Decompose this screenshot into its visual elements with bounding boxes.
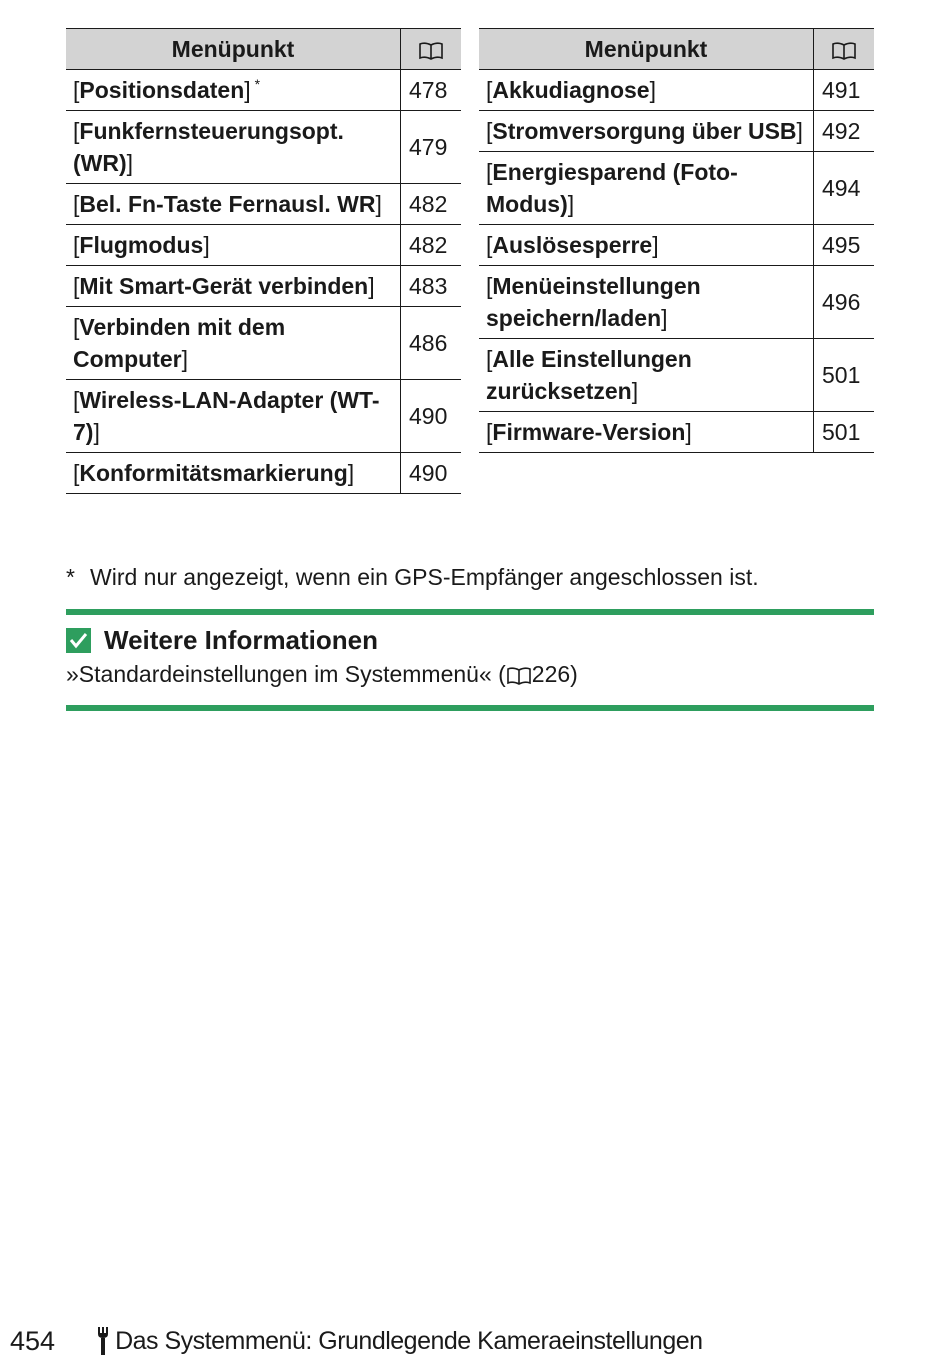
- bracket-open: [: [73, 273, 80, 299]
- menu-item-name[interactable]: Konformitätsmarkierung: [79, 460, 348, 486]
- book-icon: [506, 666, 532, 686]
- bracket-open: [: [486, 232, 493, 258]
- menu-item-cell: [479, 111, 814, 152]
- menu-item-cell: [479, 266, 814, 339]
- info-text-before: »Standardeinstellungen im Systemmenü« (: [66, 661, 506, 687]
- page-footer: [10, 1323, 703, 1359]
- menu-table-left: [66, 28, 461, 494]
- bracket-close: ]: [567, 191, 575, 217]
- footer-title: Das Systemmenü: Grundlegende Kameraeinstellungen: [115, 1326, 703, 1355]
- wrench-icon: [95, 1326, 111, 1356]
- table-header-row: [479, 29, 874, 70]
- table-row: [66, 70, 461, 111]
- table-row: [479, 152, 874, 225]
- menu-item-name[interactable]: Mit Smart-Gerät verbinden: [79, 273, 369, 299]
- menu-item-cell: [479, 152, 814, 225]
- page-number: 454: [10, 1325, 56, 1356]
- bracket-close: ]: [685, 419, 692, 445]
- bracket-open: [: [73, 314, 80, 340]
- bracket-close: ]: [631, 378, 639, 404]
- page-reference[interactable]: 490: [401, 380, 462, 453]
- bracket-close: ]: [347, 460, 355, 486]
- bracket-open: [: [486, 118, 493, 144]
- table-row: [66, 380, 461, 453]
- page-reference[interactable]: 490: [401, 453, 462, 494]
- checkmark-icon: [66, 628, 91, 653]
- menu-item-name[interactable]: Verbinden mit dem Computer: [73, 314, 286, 372]
- menu-item-name[interactable]: Stromversorgung über USB: [492, 118, 797, 144]
- page-reference[interactable]: 491: [814, 70, 875, 111]
- page-reference[interactable]: 482: [401, 225, 462, 266]
- page-reference[interactable]: 483: [401, 266, 462, 307]
- info-box: [66, 609, 874, 711]
- table-row: [66, 184, 461, 225]
- menu-item-cell: [66, 307, 401, 380]
- menu-item-cell: [66, 111, 401, 184]
- bracket-open: [: [73, 77, 80, 103]
- bracket-open: [: [73, 460, 80, 486]
- bracket-open: [: [486, 77, 493, 103]
- bracket-open: [: [73, 232, 80, 258]
- bracket-close: ]: [126, 150, 134, 176]
- page-reference[interactable]: 482: [401, 184, 462, 225]
- book-icon: [831, 41, 857, 61]
- page-reference[interactable]: 501: [814, 412, 875, 453]
- table-row: [66, 453, 461, 494]
- menu-item-name[interactable]: Menüeinstellungen speichern/laden: [486, 273, 701, 331]
- menu-item-name[interactable]: Energiesparend (Foto-Modus): [486, 159, 738, 217]
- table-row: [479, 111, 874, 152]
- bracket-close: ]: [368, 273, 375, 299]
- info-text: [66, 659, 578, 689]
- bracket-open: [: [486, 273, 493, 299]
- menu-item-cell: [479, 70, 814, 111]
- header-page-column: [401, 29, 462, 70]
- table-row: [66, 266, 461, 307]
- menu-item-name[interactable]: Bel. Fn-Taste Fernausl. WR: [79, 191, 376, 217]
- bracket-close: ]: [244, 77, 251, 103]
- bracket-open: [: [486, 346, 493, 372]
- footnote: [66, 562, 759, 592]
- page-reference[interactable]: 486: [401, 307, 462, 380]
- table-row: [479, 412, 874, 453]
- book-icon: [418, 41, 444, 61]
- table-row: [66, 225, 461, 266]
- menu-item-name[interactable]: Flugmodus: [79, 232, 204, 258]
- page-reference[interactable]: 496: [814, 266, 875, 339]
- menu-item-name[interactable]: Akkudiagnose: [492, 77, 650, 103]
- bracket-close: ]: [796, 118, 803, 144]
- menu-item-name[interactable]: Positionsdaten: [79, 77, 245, 103]
- menu-item-name[interactable]: Alle Einstellungen zurücksetzen: [486, 346, 692, 404]
- menu-item-cell: [66, 184, 401, 225]
- page-reference[interactable]: 479: [401, 111, 462, 184]
- bracket-close: ]: [375, 191, 382, 217]
- bracket-open: [: [73, 387, 80, 413]
- info-title-text: Weitere Informationen: [104, 625, 379, 655]
- menu-item-cell: [479, 225, 814, 266]
- table-row: [66, 307, 461, 380]
- menu-item-name[interactable]: Firmware-Version: [492, 419, 686, 445]
- table-row: [479, 266, 874, 339]
- menu-item-cell: [66, 453, 401, 494]
- page-reference[interactable]: 478: [401, 70, 462, 111]
- menu-item-cell: [479, 412, 814, 453]
- footnote-text: Wird nur angezeigt, wenn ein GPS-Empfänger angeschlossen ist.: [90, 564, 759, 590]
- page-reference[interactable]: 492: [814, 111, 875, 152]
- bracket-close: ]: [203, 232, 210, 258]
- bracket-close: ]: [649, 77, 656, 103]
- table-row: [479, 70, 874, 111]
- header-menu-item: Menüpunkt: [479, 29, 814, 70]
- page-reference[interactable]: 494: [814, 152, 875, 225]
- bracket-close: ]: [93, 419, 100, 445]
- bracket-close: ]: [661, 305, 668, 331]
- page-reference[interactable]: 495: [814, 225, 875, 266]
- header-menu-item: Menüpunkt: [66, 29, 401, 70]
- info-title: [66, 623, 378, 657]
- menu-item-cell: [66, 266, 401, 307]
- bracket-open: [: [486, 419, 493, 445]
- table-row: [479, 225, 874, 266]
- info-page-ref[interactable]: 226: [531, 661, 571, 687]
- menu-item-name[interactable]: Wireless-LAN-Adapter (WT-7): [73, 387, 380, 445]
- bracket-close: ]: [181, 346, 189, 372]
- bracket-open: [: [486, 159, 493, 185]
- info-text-after: ): [570, 661, 578, 687]
- table-row: [66, 111, 461, 184]
- bracket-close: ]: [652, 232, 659, 258]
- footnote-reference: *: [254, 76, 261, 93]
- menu-item-cell: [66, 225, 401, 266]
- header-page-column: [814, 29, 875, 70]
- menu-item-cell: [479, 339, 814, 412]
- menu-item-cell: [66, 70, 401, 111]
- menu-table-right: [479, 28, 874, 453]
- table-row: [479, 339, 874, 412]
- menu-item-name[interactable]: Funkfernsteuerungsopt. (WR): [73, 118, 344, 176]
- footnote-marker: *: [66, 564, 75, 590]
- menu-item-name[interactable]: Auslösesperre: [492, 232, 653, 258]
- bracket-open: [: [73, 118, 80, 144]
- menu-item-cell: [66, 380, 401, 453]
- page-reference[interactable]: 501: [814, 339, 875, 412]
- table-header-row: [66, 29, 461, 70]
- bracket-open: [: [73, 191, 80, 217]
